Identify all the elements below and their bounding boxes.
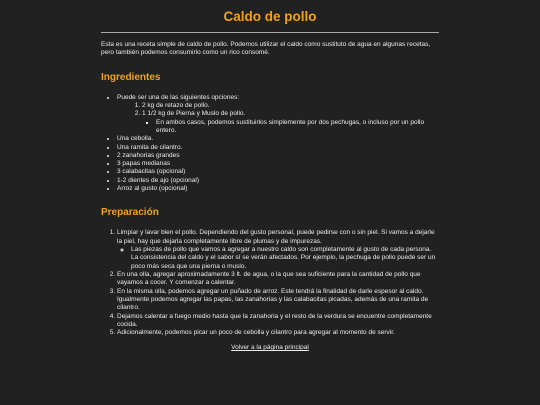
list-item: • 2 zanahorias grandes — [117, 152, 439, 160]
options-list — [117, 102, 439, 135]
list-item: ◦ Las piezas de pollo que vamos a agregar a nuestro caldo son completamente al gusto de cada persona. La consistencia del caldo y el sabor sí se verán afectados. Por ejemplo, la pechuga de pollo puede ser un poco más seca que una pierna o muslo. — [131, 246, 439, 271]
list-item — [117, 229, 439, 271]
list-item — [117, 94, 439, 136]
list-item: • Una cebolla. — [117, 135, 439, 143]
ingredients-heading: Ingredientes — [101, 71, 161, 83]
list-item: 1. 2 kg de retazo de pollo. — [142, 102, 439, 110]
preparation-steps — [0, 229, 540, 337]
step-text: Limpiar y lavar bien el pollo. Dependiendo del gusto personal, puede pedirse con o sin piel. Si vamos a dejarle la piel, hay que dejarla completamente libre de plumas y de impurezas. — [117, 229, 435, 245]
list-item — [142, 110, 439, 135]
ingredients-list — [0, 94, 540, 194]
page-title: Caldo de pollo — [223, 9, 317, 24]
intro-paragraph: Esta es una receta simple de caldo de pollo. Podemos utilizar el caldo como sustituto de agua en algunas recetas, pero también podemos consumirlo como un rico consomé. — [101, 41, 431, 57]
options-intro: Puede ser una de las siguientes opciones: — [117, 93, 240, 101]
step-note-list — [117, 246, 439, 271]
back-link[interactable]: Volver a la página principal — [231, 344, 309, 352]
option-label: 1 1/2 kg de Pierna y Muslo de pollo. — [142, 110, 246, 118]
list-item: • 3 papas medianas — [117, 160, 439, 168]
list-item: • Una ramita de cilantro. — [117, 144, 439, 152]
list-item: ▪ En ambos casos, podemos sustituirlos simplemente por dos pechugas, o incluso por un pollo entero. — [156, 119, 439, 136]
list-item: 2. En una olla, agregar aproximadamente 3 lt. de agua, o la que sea suficiente para la cantidad de pollo que vayamos a cocer. Y comenzar a calentar. — [117, 271, 439, 288]
list-item: 3. En la misma olla, podemos agregar un puñado de arroz. Este tendrá la finalidad de darle espesor al caldo. Igualmente podemos agregar las papas, las zanahorias y las calabacitas picadas, además de una ramita de cilantro. — [117, 288, 439, 313]
list-item: 5. Adicionalmente, podemos picar un poco de cebolla y cilantro para agregar al momento de servir. — [117, 329, 439, 337]
list-item: • 1-2 dientes de ajo (opcional) — [117, 177, 439, 185]
list-item: 4. Dejamos calentar a fuego medio hasta que la zanahoria y el resto de la verdura se encuentre completamente cocida. — [117, 313, 439, 330]
option-note-list — [142, 119, 439, 136]
preparation-heading: Preparación — [101, 207, 159, 219]
title-divider — [101, 32, 439, 33]
list-item: • 3 calabacitas (opcional) — [117, 168, 439, 176]
list-item: • Arroz al gusto (opcional) — [117, 185, 439, 193]
